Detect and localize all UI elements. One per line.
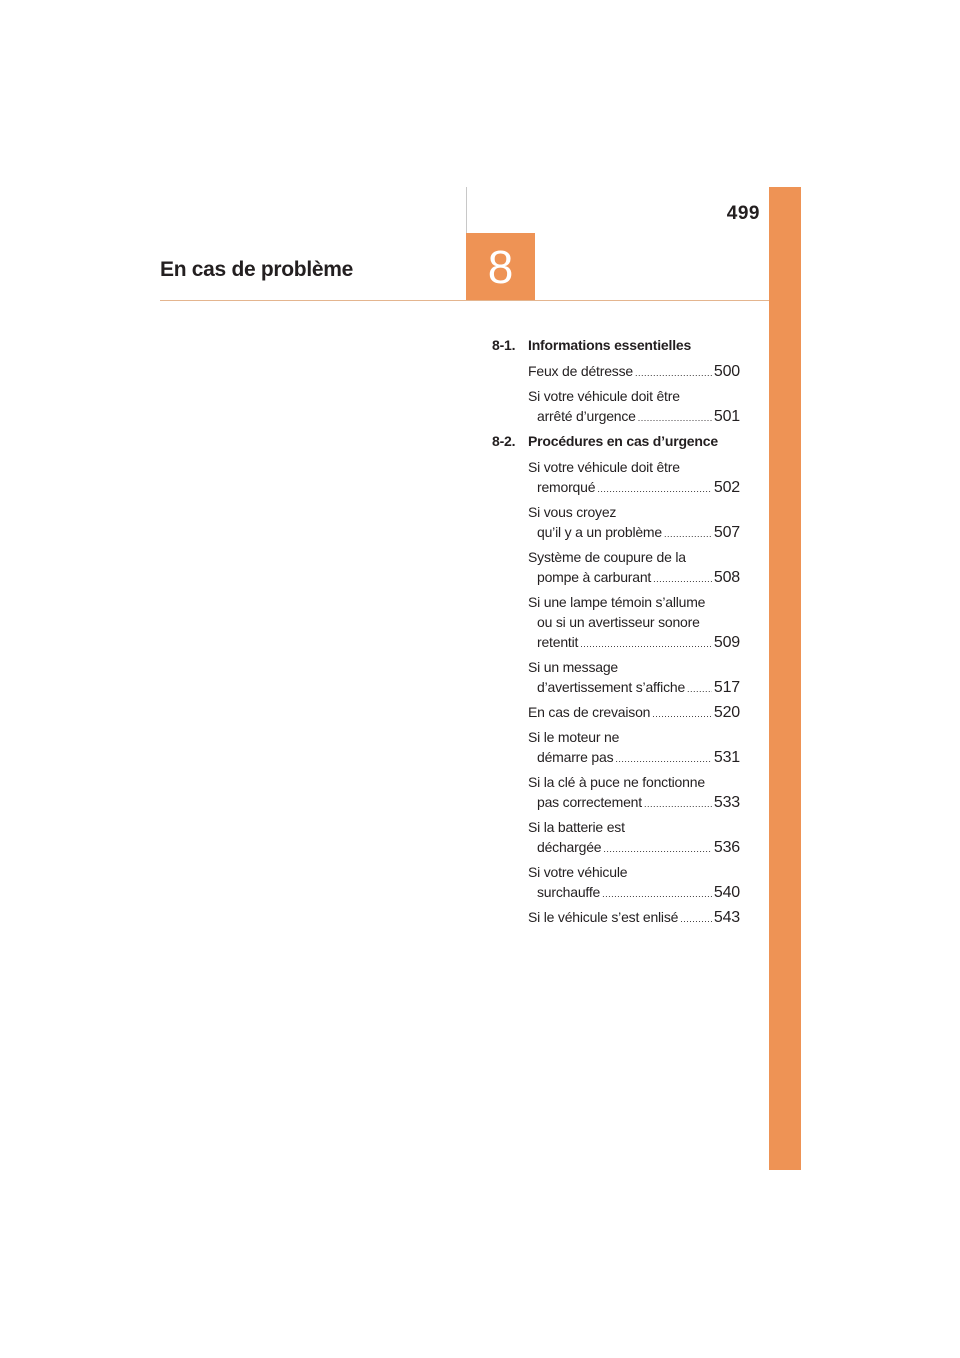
header-rule — [160, 300, 769, 301]
toc-entry-text: retentit — [537, 634, 579, 650]
toc-entry-text: Si la clé à puce ne fonctionne — [528, 774, 705, 790]
toc-entry[interactable] — [528, 657, 740, 697]
toc-entry-page: 517 — [713, 679, 740, 696]
toc-entry-text: surchauffe — [537, 884, 601, 900]
section-title: En cas de problème — [160, 258, 354, 281]
toc-entry[interactable] — [528, 702, 740, 722]
dot-leader — [597, 479, 712, 499]
toc-entry[interactable] — [528, 772, 740, 812]
dot-leader — [652, 704, 712, 724]
toc-entry[interactable] — [528, 727, 740, 767]
toc-entry[interactable] — [528, 547, 740, 587]
toc-entry-text: Système de coupure de la — [528, 549, 686, 565]
dot-leader — [580, 634, 712, 654]
dot-leader — [653, 569, 712, 589]
toc-entry[interactable] — [528, 907, 740, 927]
toc-entry-text: ou si un avertisseur sonore — [537, 614, 700, 630]
toc-entry[interactable] — [528, 457, 740, 497]
dot-leader — [602, 884, 712, 904]
toc-entry[interactable] — [528, 817, 740, 857]
table-of-contents — [492, 335, 740, 932]
page-number: 499 — [726, 203, 760, 224]
toc-group-title: Informations essentielles — [528, 337, 692, 353]
toc-group-number: 8-1. — [492, 337, 516, 353]
toc-entry[interactable] — [528, 862, 740, 902]
chapter-thumb-tab — [769, 187, 801, 1170]
toc-entry-text: pompe à carburant — [537, 569, 652, 585]
dot-leader — [664, 524, 712, 544]
dot-leader — [687, 679, 712, 699]
toc-entry-text: Si votre véhicule — [528, 864, 628, 880]
toc-entry-text: remorqué — [537, 479, 596, 495]
dot-leader — [635, 363, 712, 383]
toc-entry-text: Si votre véhicule doit être — [528, 459, 680, 475]
dot-leader — [615, 749, 711, 769]
toc-entry-text: En cas de crevaison — [528, 704, 651, 720]
toc-group — [492, 335, 740, 426]
toc-entry-text: Si le véhicule s’est enlisé — [528, 909, 679, 925]
toc-entry-page: 508 — [713, 569, 740, 586]
chapter-number-box — [466, 233, 535, 301]
toc-entry[interactable] — [528, 386, 740, 426]
toc-entry-text: arrêté d’urgence — [537, 408, 636, 424]
toc-group-heading[interactable] — [492, 335, 740, 355]
toc-entry-page: 536 — [713, 839, 740, 856]
toc-entry-text: Si le moteur ne — [528, 729, 620, 745]
toc-entry-text: pas correctement — [537, 794, 642, 810]
toc-group-title: Procédures en cas d’urgence — [528, 433, 718, 449]
toc-entry-page: 501 — [713, 408, 740, 425]
toc-entry-text: démarre pas — [537, 749, 614, 765]
toc-entry-text: qu’il y a un problème — [537, 524, 662, 540]
toc-group — [492, 431, 740, 927]
dot-leader — [680, 909, 712, 929]
toc-entry-text: Feux de détresse — [528, 363, 633, 379]
dot-leader — [644, 794, 712, 814]
header-divider-line — [466, 187, 467, 233]
toc-entry[interactable] — [528, 361, 740, 381]
toc-entry-text: d’avertissement s’affiche — [537, 679, 686, 695]
toc-entry-page: 502 — [713, 479, 740, 496]
toc-entry-page: 520 — [713, 704, 740, 721]
toc-entry-text: Si votre véhicule doit être — [528, 388, 680, 404]
toc-entry-page: 500 — [713, 363, 740, 380]
dot-leader — [638, 408, 712, 428]
toc-entry-page: 509 — [713, 634, 740, 651]
toc-entry-text: Si un message — [528, 659, 619, 675]
toc-entry-text: déchargée — [537, 839, 602, 855]
toc-entry[interactable] — [528, 502, 740, 542]
toc-entry-text: Si une lampe témoin s’allume — [528, 594, 706, 610]
toc-group-number: 8-2. — [492, 433, 516, 449]
toc-entry-page: 540 — [713, 884, 740, 901]
toc-entry-page: 507 — [713, 524, 740, 541]
chapter-number: 8 — [487, 241, 514, 293]
toc-entry-text: Si la batterie est — [528, 819, 625, 835]
toc-entry-page: 533 — [713, 794, 740, 811]
dot-leader — [603, 839, 712, 859]
toc-entry[interactable] — [528, 592, 740, 652]
toc-group-heading[interactable] — [492, 431, 740, 451]
toc-entry-page: 543 — [713, 909, 740, 926]
toc-entry-text: Si vous croyez — [528, 504, 617, 520]
toc-entry-page: 531 — [713, 749, 740, 766]
